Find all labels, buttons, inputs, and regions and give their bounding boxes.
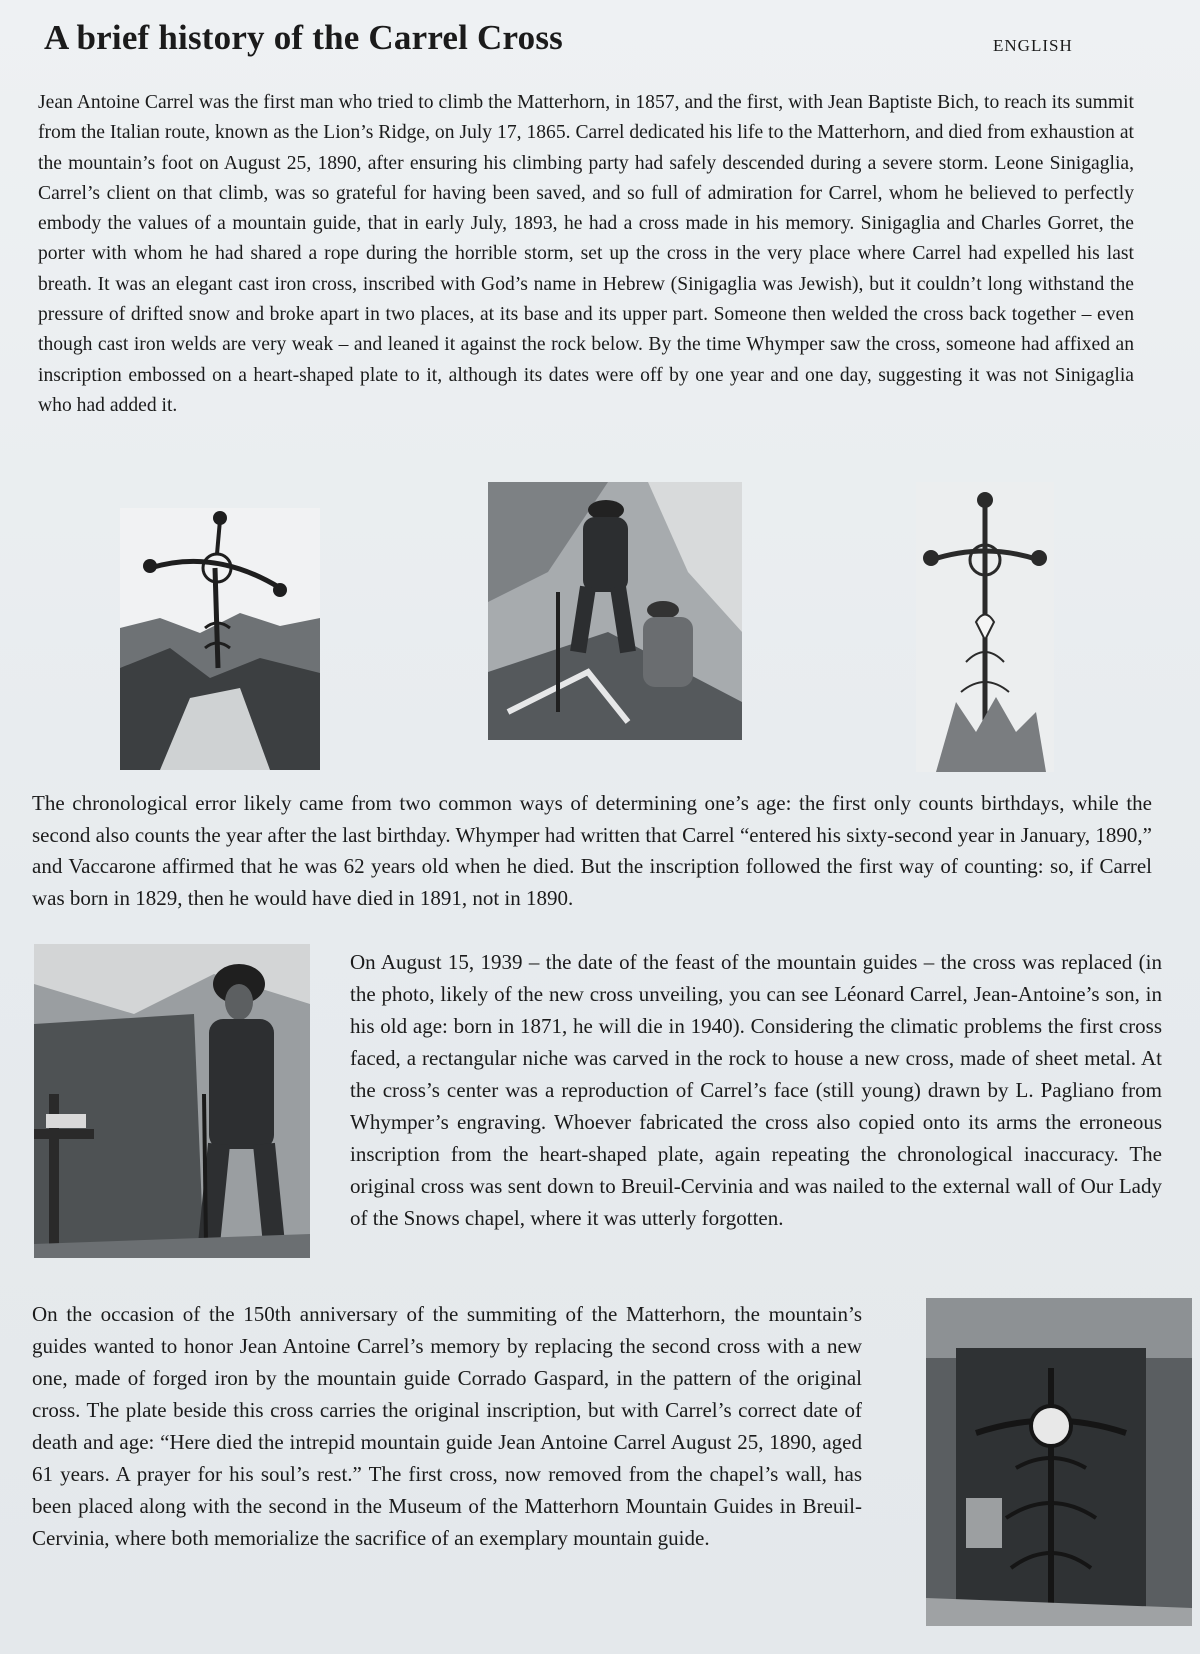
photo-climbers-at-cross (488, 482, 742, 740)
history-paragraph-2: The chronological error likely came from two common ways of determining one’s age: the first only counts birthdays, while the second also counts the year after the last birthday. Whymper had written that Carrel “entered his sixty-second year in January, 1890,” and Vaccarone affirmed that he was 62 years old when he died. But the inscription followed the first way of counting: so, if Carrel was born in 1829, then he would have died in 1891, not in 1890. (32, 791, 1152, 910)
language-label: ENGLISH (993, 36, 1073, 55)
photo-forged-iron-cross-niche (926, 1298, 1192, 1626)
photo-cross-engraving (916, 482, 1054, 772)
photo-leonard-carrel (34, 944, 310, 1258)
page-title: A brief history of the Carrel Cross (44, 18, 563, 57)
history-paragraph-4: On the occasion of the 150th anniversary of the summiting of the Matterhorn, the mountain’s guides wanted to honor Jean Antoine Carrel’s memory by replacing the second cross with a new one, made of forged iron by the mountain guide Corrado Gaspard, in the pattern of the original cross. The plate beside this cross carries the original inscription, but with Carrel’s correct date of death and age: “Here died the intrepid mountain guide Jean Antoine Carrel August 25, 1890, aged 61 years. A prayer for his soul’s rest.” The first cross, now removed from the chapel’s wall, has been placed along with the second in the Museum of the Matterhorn Mountain Guides in Breuil-Cervinia, where both memorialize the sacrifice of an exemplary mountain guide. (32, 1302, 862, 1550)
photo-original-cross-on-rocks (120, 508, 320, 770)
history-paragraph-3: On August 15, 1939 – the date of the feast of the mountain guides – the cross was replaced (in the photo, likely of the new cross unveiling, you can see Léonard Carrel, Jean-Antoine’s son, in his old age: born in 1871, he will die in 1940). Considering the climatic problems the first cross faced, a rectangular niche was carved in the rock to house a new cross, made of sheet metal. At the cross’s center was a reproduction of Carrel’s face (still young) drawn by L. Pagliano from Whymper’s engraving. Whoever fabricated the cross also copied onto its arms the erroneous inscription from the heart-shaped plate, again repeating the chronological inaccuracy. The original cross was sent down to Breuil-Cervinia and was nailed to the external wall of Our Lady of the Snows chapel, where it was utterly forgotten. (350, 950, 1162, 1230)
history-paragraph-1: Jean Antoine Carrel was the first man who tried to climb the Matterhorn, in 1857, and the first, with Jean Baptiste Bich, to reach its summit from the Italian route, known as the Lion’s Ridge, on July 17, 1865. Carrel dedicated his life to the Matterhorn, and died from exhaustion at the mountain’s foot on August 25, 1890, after ensuring his climbing party had safely descended during a severe storm. Leone Sinigaglia, Carrel’s client on that climb, was so grateful for having been saved, and so full of admiration for Carrel, whom he believed to perfectly embody the values of a mountain guide, that in early July, 1893, he had a cross made in his memory. Sinigaglia and Charles Gorret, the porter with whom he had shared a rope during the horrible storm, set up the cross in the very place where Carrel had expelled his last breath. It was an elegant cast iron cross, inscribed with God’s name in Hebrew (Sinigaglia was Jewish), but it couldn’t long withstand the pressure of drifted snow and broke apart in two places, at its base and its upper part. Someone then welded the cross back together – even though cast iron welds are very weak – and leaned it against the rock below. By the time Whymper saw the cross, someone had affixed an inscription embossed on a heart-shaped plate to it, although its dates were off by one year and one day, suggesting it was not Sinigaglia who had added it. (38, 92, 1134, 416)
